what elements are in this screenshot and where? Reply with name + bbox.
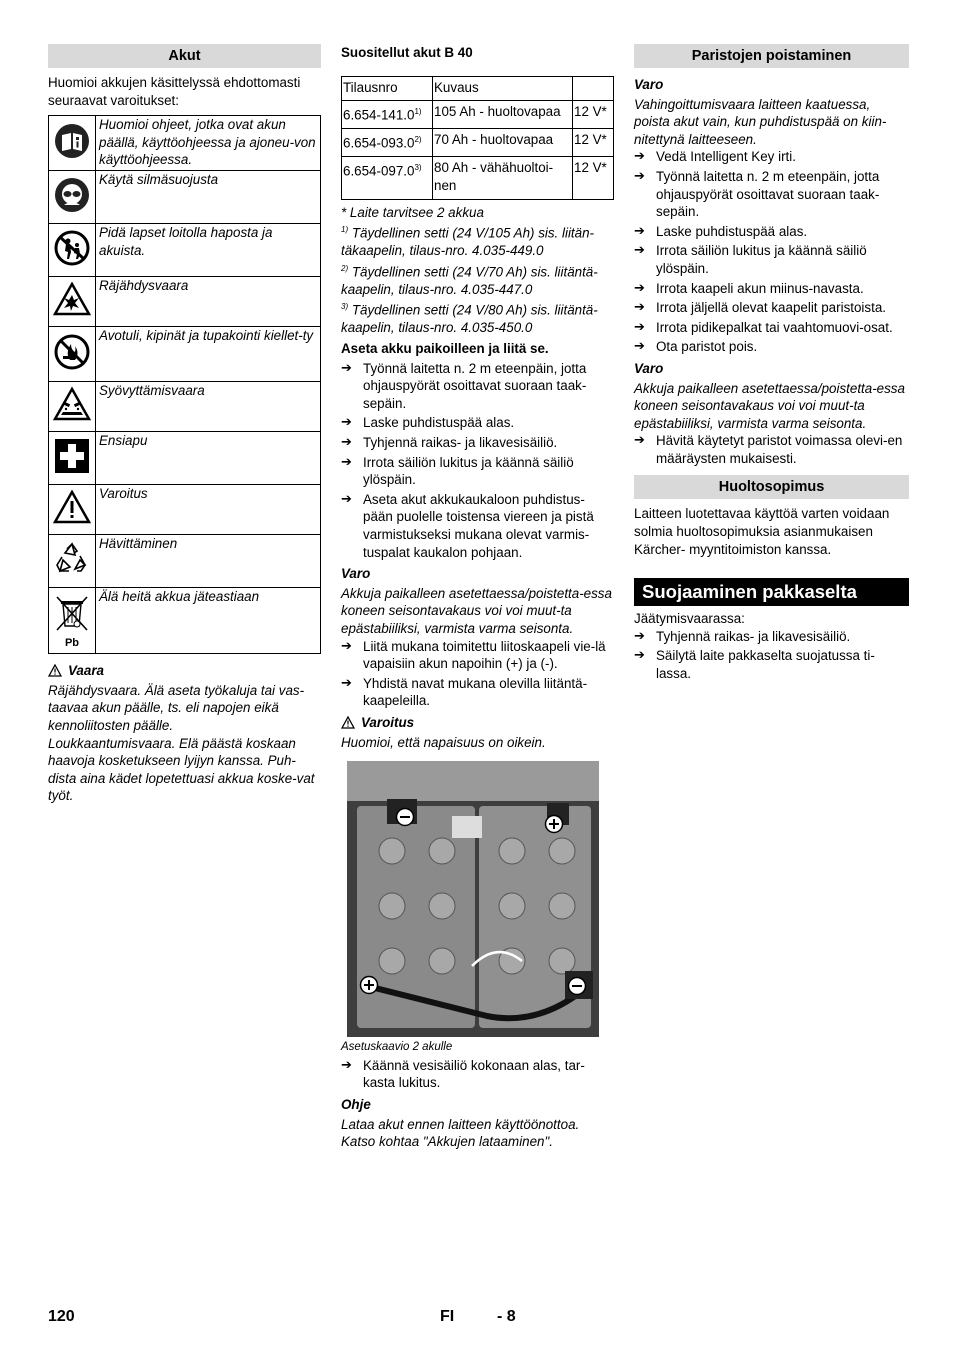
table-header: Kuvaus <box>433 76 573 101</box>
battery-description: 105 Ah - huoltovapaa <box>433 101 573 129</box>
battery-voltage: 12 V* <box>573 129 614 157</box>
note-star: * Laite tarvitsee 2 akkua <box>341 204 484 220</box>
warning-triangle-icon <box>48 664 62 677</box>
list-item: ➔ Tyhjennä raikas- ja likavesisäiliö. <box>341 434 614 452</box>
list-item: ➔ Irrota jäljellä olevat kaapelit paristoista. <box>634 299 909 317</box>
keep-children-away-icon <box>54 230 90 266</box>
sub-page-number: - 8 <box>497 1308 516 1325</box>
column-1 <box>48 44 321 805</box>
list-item: ➔ Laske puhdistuspää alas. <box>341 414 614 432</box>
battery-table <box>341 76 614 200</box>
warning-row <box>49 327 321 382</box>
connect-steps <box>341 638 614 710</box>
table-header-row <box>342 76 614 101</box>
table-row <box>342 101 614 129</box>
warning-label: Varoitus <box>361 714 415 730</box>
warning-row <box>49 535 321 588</box>
footnote-marker: 1) <box>341 225 349 235</box>
warning-row <box>49 171 321 224</box>
list-item: ➔ Liitä mukana toimitettu liitoskaapeli vie-lä vapaisiin akun napoihin (+) ja (-). <box>341 638 614 673</box>
warning-row <box>49 116 321 171</box>
language-code: FI <box>440 1308 455 1325</box>
list-item: ➔ Laske puhdistuspää alas. <box>634 223 909 241</box>
section-heading-battery-removal: Paristojen poistaminen <box>634 44 909 68</box>
caution-text: Akkuja paikalleen asetettaessa/poistetta-essa koneen seisontavakaus voi voi muut-ta epästabiiliksi, varmista varma seisonta. <box>634 380 905 431</box>
warning-row <box>49 485 321 535</box>
warning-symbols-table <box>48 115 321 654</box>
intro-text: Huomioi akkujen käsittelyssä ehdottomasti seuraavat varoitukset: <box>48 75 301 108</box>
column-2 <box>341 44 614 1151</box>
warning-text: Hävittäminen <box>96 535 321 588</box>
column-3 <box>634 44 909 683</box>
list-item: ➔ Hävitä käytetyt paristot voimassa olevi-en määräysten mukaisesti. <box>634 432 909 467</box>
list-item: ➔ Yhdistä navat mukana olevilla liitäntä-kaapeleilla. <box>341 675 614 710</box>
explosion-icon <box>53 281 91 317</box>
photo-caption: Asetuskaavio 2 akulle <box>341 1041 453 1054</box>
frost-steps <box>634 628 909 683</box>
list-item: ➔ Säilytä laite pakkaselta suojatussa ti-lassa. <box>634 647 909 682</box>
eye-protection-icon <box>54 177 90 213</box>
danger-label: Vaara <box>68 663 104 679</box>
battery-voltage: 12 V* <box>573 157 614 199</box>
warning-text: Huomioi, että napaisuus on oikein. <box>341 734 546 750</box>
pb-label: Pb <box>64 636 80 649</box>
footnote-marker: 2) <box>341 263 349 273</box>
battery-voltage: 12 V* <box>573 101 614 129</box>
list-item: ➔ Työnnä laitetta n. 2 m eteenpäin, jotta ohjauspyörät osoittavat suoraan taak-sepäin. <box>341 360 614 413</box>
caution-label: Varo <box>634 360 664 376</box>
first-aid-icon <box>54 438 90 474</box>
list-item: ➔ Irrota säiliön lukitus ja käännä säiliö ylöspäin. <box>341 454 614 489</box>
list-item: ➔ Vedä Intelligent Key irti. <box>634 148 909 166</box>
battery-photo-illustration <box>347 761 599 1037</box>
warning-row <box>49 382 321 432</box>
warning-text: Käytä silmäsuojusta <box>96 171 321 224</box>
warning-text: Älä heitä akkua jäteastiaan <box>96 588 321 654</box>
footnote-text: Täydellinen setti (24 V/70 Ah) sis. liitäntä-kaapelin, tilaus-nro. 4.035-447.0 <box>341 264 598 297</box>
list-item: ➔ Irrota pidikepalkat tai vaahtomuovi-osat. <box>634 319 909 337</box>
section-heading-akut: Akut <box>48 44 321 68</box>
caution-label: Varo <box>634 77 664 92</box>
removal-steps <box>634 148 909 356</box>
warning-icon <box>53 489 91 525</box>
danger-text-2: Loukkaantumisvaara. Elä päästä koskaan haavoja kosketukseen lyijyn kanssa. Puh-dista aina kädet lopetettuasi akkua koske-vat työt. <box>48 735 315 804</box>
section-heading-service-contract: Huoltosopimus <box>634 475 909 499</box>
table-header: Tilausnro <box>342 76 433 101</box>
warning-text: Huomioi ohjeet, jotka ovat akun päällä, käyttöohjeessa ja ajoneu-von käyttöohjeessa. <box>96 116 321 171</box>
footnote-2 <box>341 260 614 299</box>
footnote-ref: 3) <box>414 163 422 173</box>
order-number: 6.654-141.0 <box>343 107 415 123</box>
warning-text: Avotuli, kipinät ja tupakointi kiellet-ty <box>96 327 321 382</box>
list-item: ➔ Ota paristot pois. <box>634 338 909 356</box>
recycle-icon <box>53 541 91 577</box>
caution-text: Akkuja paikalleen asetettaessa/poistetta-essa koneen seisontavakaus voi voi muut-ta epästabiiliksi, varmista varma seisonta. <box>341 585 612 636</box>
order-number: 6.654-093.0 <box>343 135 415 151</box>
list-item: ➔ Irrota säiliön lukitus ja käännä säiliö ylöspäin. <box>634 242 909 277</box>
footnote-ref: 2) <box>414 135 422 145</box>
page-number: 120 <box>48 1308 75 1325</box>
install-subheading: Aseta akku paikoilleen ja liitä se. <box>341 341 549 357</box>
list-item: ➔ Tyhjennä raikas- ja likavesisäiliö. <box>634 628 909 646</box>
list-item: ➔ Työnnä laitetta n. 2 m eteenpäin, jotta ohjauspyörät osoittavat suoraan taak-sepäin. <box>634 168 909 221</box>
list-item: ➔ Irrota kaapeli akun miinus-navasta. <box>634 280 909 298</box>
warning-text: Varoitus <box>96 485 321 535</box>
warning-text: Ensiapu <box>96 432 321 485</box>
section-heading-frost-protection: Suojaaminen pakkaselta <box>634 578 909 606</box>
footnote-1 <box>341 221 614 260</box>
corrosive-icon <box>53 386 91 422</box>
order-number: 6.654-097.0 <box>343 163 415 179</box>
no-trash-bin-pb-icon <box>53 594 91 632</box>
table-row <box>342 157 614 199</box>
warning-row <box>49 432 321 485</box>
warning-text: Syövyttämisvaara <box>96 382 321 432</box>
warning-row <box>49 588 321 654</box>
caution-label: Varo <box>341 566 371 582</box>
note-label: Ohje <box>341 1096 371 1112</box>
no-fire-icon <box>54 334 90 370</box>
warning-row <box>49 277 321 327</box>
disposal-steps <box>634 432 909 467</box>
battery-installation-photo <box>347 761 599 1037</box>
battery-description: 80 Ah - vähähuoltoi-nen <box>433 157 573 199</box>
list-item: ➔ Käännä vesisäiliö kokonaan alas, tar-kasta lukitus. <box>341 1057 614 1092</box>
warning-text: Räjähdysvaara <box>96 277 321 327</box>
warning-heading <box>341 714 614 732</box>
footnote-marker: 3) <box>341 302 349 312</box>
note-text: Lataa akut ennen laitteen käyttöönottoa. Katso kohtaa "Akkujen lataaminen". <box>341 1116 580 1150</box>
table-header <box>573 76 614 101</box>
warning-triangle-icon <box>341 716 355 729</box>
manual-book-icon <box>54 123 90 159</box>
install-steps <box>341 360 614 562</box>
footnote-3 <box>341 298 614 337</box>
footnote-text: Täydellinen setti (24 V/80 Ah) sis. liitäntä-kaapelin, tilaus-nro. 4.035-450.0 <box>341 302 598 336</box>
final-steps <box>341 1057 614 1092</box>
danger-text-1: Räjähdysvaara. Älä aseta työkaluja tai vas-taavaa akun päälle, ts. eli napojen eikä kennoliitosten päälle. <box>48 682 305 733</box>
footnote-text: Täydellinen setti (24 V/105 Ah) sis. liitän-täkaapelin, tilaus-nro. 4.035-449.0 <box>341 225 594 259</box>
caution-text: Vahingoittumisvaara laitteen kaatuessa, poista akut vain, kun puhdistuspää on kiin-nitettynä laitteeseen. <box>634 96 887 147</box>
footnote-ref: 1) <box>414 107 422 117</box>
frost-intro: Jäätymisvaarassa: <box>634 611 745 627</box>
battery-description: 70 Ah - huoltovapaa <box>433 129 573 157</box>
danger-heading <box>48 662 321 680</box>
warning-text: Pidä lapset loitolla haposta ja akuista. <box>96 224 321 277</box>
service-text: Laitteen luotettavaa käyttöä varten voidaan solmia huoltosopimuksia asianmukaisen Kärcher- myyntitoimiston kanssa. <box>634 506 890 557</box>
warning-row <box>49 224 321 277</box>
list-item: ➔ Aseta akut akkukaukaloon puhdistus-pään puolelle toistensa viereen ja pistä varmistukseksi mukana olevat varmis-tuspalat kaukalon pohjaan. <box>341 491 614 561</box>
recommended-batteries-heading: Suositellut akut B 40 <box>341 45 473 60</box>
table-row <box>342 129 614 157</box>
